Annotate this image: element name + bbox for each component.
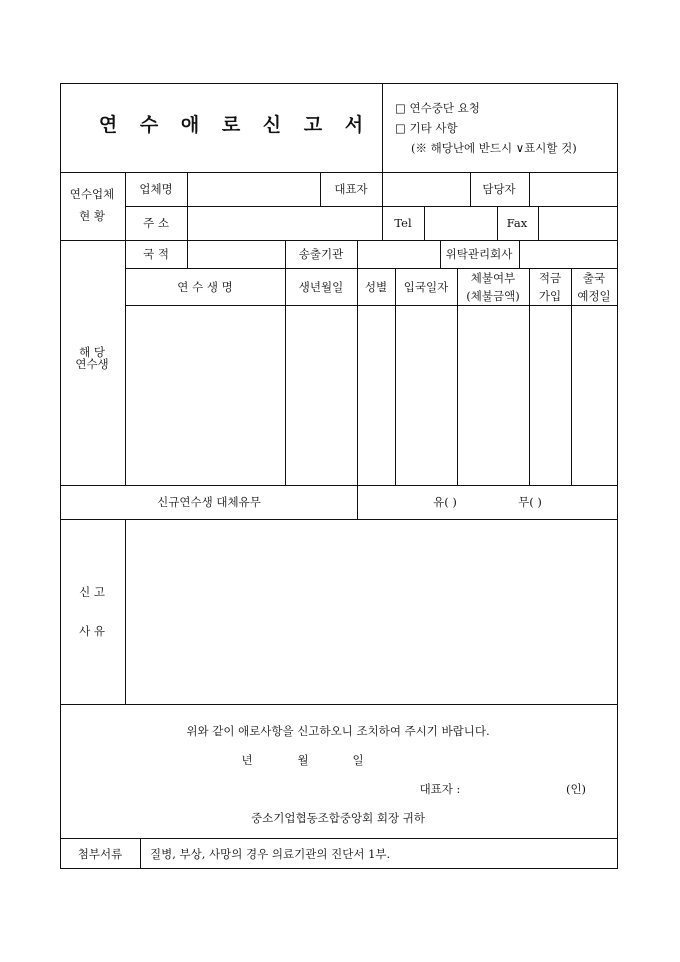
replacement-no[interactable]: 무( ) — [518, 495, 542, 509]
month-label: 월 — [297, 753, 309, 767]
trainee-label-1: 해 당 — [79, 345, 105, 359]
col-unpaid-wages: 체불여부 — [470, 271, 516, 285]
replacement-yes[interactable]: 유( ) — [433, 495, 457, 509]
trainee-label-2: 연수생 — [75, 357, 109, 371]
year-label: 년 — [241, 753, 253, 767]
col-entry-date: 입국일자 — [403, 280, 449, 294]
nationality-label: 국 적 — [143, 247, 169, 261]
tel-label: Tel — [394, 216, 412, 230]
col-savings-1: 적금 — [538, 271, 562, 285]
col-departure-1: 출국 — [582, 271, 606, 285]
seal-label: (인) — [565, 782, 587, 796]
company-label-1: 연수업체 — [69, 187, 115, 201]
col-unpaid-amount: (체불금액) — [466, 289, 520, 303]
signer-label: 대표자 : — [419, 782, 461, 796]
form-title: 연 수 애 로 신 고 서 — [98, 114, 372, 136]
col-departure-2: 예정일 — [577, 289, 611, 303]
address-label: 주 소 — [143, 216, 169, 230]
attachment-text: 질병, 부상, 사망의 경우 의료기관의 진단서 1부. — [150, 847, 391, 861]
day-label: 일 — [352, 753, 364, 767]
reason-label-2: 사 유 — [79, 624, 105, 638]
fax-label: Fax — [506, 216, 528, 230]
management-company-label: 위탁관리회사 — [445, 247, 513, 261]
option-note: (※ 해당난에 반드시 ∨표시할 것) — [411, 141, 577, 155]
option-other[interactable]: □ 기타 사항 — [395, 121, 458, 135]
company-name-label: 업체명 — [139, 182, 173, 196]
replacement-label: 신규연수생 대체유무 — [157, 495, 261, 509]
manager-label: 담당자 — [482, 182, 516, 196]
representative-label: 대표자 — [334, 182, 368, 196]
addressee-text: 중소기업협동조합중앙회 회장 귀하 — [251, 811, 425, 825]
col-savings-2: 가입 — [538, 289, 562, 303]
reason-input[interactable] — [126, 520, 617, 704]
col-birth-date: 생년월일 — [298, 280, 344, 294]
company-label-2: 현 황 — [79, 209, 105, 223]
col-trainee-name: 연 수 생 명 — [177, 280, 233, 294]
col-sex: 성별 — [364, 280, 388, 294]
reason-label-1: 신 고 — [79, 585, 105, 599]
statement-text: 위와 같이 애로사항을 신고하오니 조치하여 주시기 바랍니다. — [186, 724, 490, 738]
option-stop-training[interactable]: □ 연수중단 요청 — [395, 101, 480, 115]
sending-agency-label: 송출기관 — [298, 247, 344, 261]
attachment-label: 첨부서류 — [77, 847, 123, 861]
